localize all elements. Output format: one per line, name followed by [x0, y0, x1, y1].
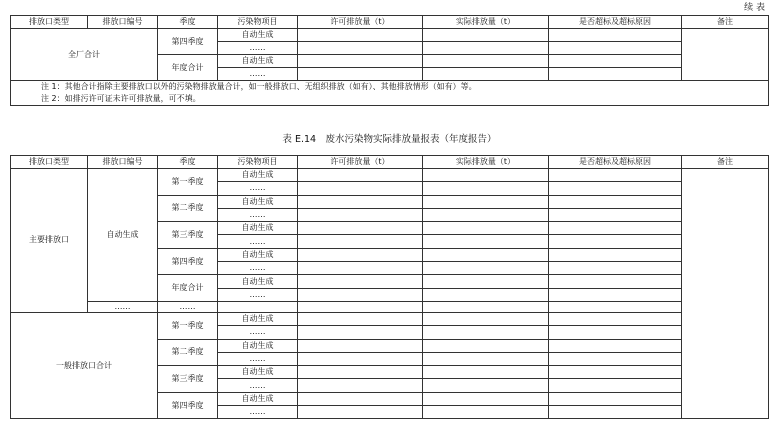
input-cell[interactable]: [549, 169, 682, 182]
input-cell[interactable]: [298, 55, 423, 68]
pollutant-cell: ……: [218, 288, 298, 301]
col-header: 许可排放量（t）: [298, 156, 423, 169]
input-cell[interactable]: [549, 195, 682, 208]
input-cell[interactable]: [298, 301, 423, 312]
input-cell[interactable]: [549, 222, 682, 235]
quarter-cell: 第三季度: [158, 366, 218, 393]
input-cell[interactable]: [423, 352, 549, 365]
input-cell[interactable]: [549, 352, 682, 365]
input-cell[interactable]: [298, 352, 423, 365]
input-cell[interactable]: [549, 406, 682, 419]
input-cell[interactable]: [423, 55, 549, 68]
input-cell[interactable]: [423, 235, 549, 248]
outlet-id-cell: ……: [88, 301, 158, 312]
quarter-cell: 第一季度: [158, 312, 218, 339]
col-header: 备注: [682, 16, 769, 29]
input-cell[interactable]: [298, 68, 423, 81]
col-header: 是否超标及超标原因: [549, 16, 682, 29]
col-header: 实际排放量（t）: [423, 16, 549, 29]
table-caption: 表 E.14 废水污染物实际排放量报表（年度报告）: [282, 134, 497, 145]
annual-report-table: [10, 155, 769, 419]
table-header-row: [11, 16, 769, 29]
col-header: 排放口类型: [11, 16, 88, 29]
col-header: 排放口类型: [11, 156, 88, 169]
pollutant-cell: ……: [218, 379, 298, 392]
col-header: 季度: [158, 16, 218, 29]
input-cell[interactable]: [549, 235, 682, 248]
input-cell[interactable]: [549, 301, 682, 312]
input-cell[interactable]: [549, 208, 682, 221]
input-cell[interactable]: [423, 366, 549, 379]
quarter-cell: 第二季度: [158, 339, 218, 366]
input-cell[interactable]: [549, 366, 682, 379]
input-cell[interactable]: [423, 195, 549, 208]
input-cell[interactable]: [298, 248, 423, 261]
input-cell[interactable]: [298, 392, 423, 405]
pollutant-cell: 自动生成: [218, 29, 298, 42]
pollutant-cell: 自动生成: [218, 222, 298, 235]
pollutant-cell: ……: [218, 208, 298, 221]
quarter-cell: 第三季度: [158, 222, 218, 249]
pollutant-cell: 自动生成: [218, 55, 298, 68]
notes: [11, 81, 769, 106]
total-label: 全厂合计: [11, 29, 158, 81]
table-header-row: [11, 156, 769, 169]
input-cell[interactable]: [298, 339, 423, 352]
input-cell[interactable]: [549, 42, 682, 55]
quarter-cell: 年度合计: [158, 275, 218, 302]
quarter-cell: 第一季度: [158, 169, 218, 196]
pollutant-cell: ……: [218, 262, 298, 275]
note-1: 注 1：其他合计指除主要排放口以外的污染物排放量合计，如一般排放口、无组织排放（如有）、其他排放情形（如有）等。: [41, 82, 477, 91]
input-cell[interactable]: [298, 169, 423, 182]
input-cell[interactable]: [549, 29, 682, 42]
general-total-label: 一般排放口合计: [11, 312, 158, 418]
input-cell[interactable]: [298, 195, 423, 208]
col-header: 实际排放量（t）: [423, 156, 549, 169]
input-cell[interactable]: [423, 288, 549, 301]
outlet-id-cell: 自动生成: [88, 169, 158, 302]
pollutant-cell: 自动生成: [218, 366, 298, 379]
input-cell[interactable]: [423, 182, 549, 195]
quarter-cell: ……: [158, 301, 218, 312]
input-cell[interactable]: [423, 262, 549, 275]
input-cell[interactable]: [549, 379, 682, 392]
quarter-cell: 第四季度: [158, 29, 218, 55]
input-cell[interactable]: [298, 208, 423, 221]
input-cell[interactable]: [423, 169, 549, 182]
input-cell[interactable]: [298, 222, 423, 235]
pollutant-cell: 自动生成: [218, 275, 298, 288]
pollutant-cell: ……: [218, 68, 298, 81]
input-cell[interactable]: [298, 262, 423, 275]
input-cell[interactable]: [423, 312, 549, 325]
input-cell[interactable]: [423, 29, 549, 42]
input-cell[interactable]: [298, 235, 423, 248]
input-cell[interactable]: [298, 326, 423, 339]
input-cell[interactable]: [298, 182, 423, 195]
input-cell[interactable]: [423, 392, 549, 405]
input-cell[interactable]: [423, 68, 549, 81]
input-cell[interactable]: [549, 262, 682, 275]
continued-label: 续 表: [744, 3, 765, 13]
pollutant-cell: ……: [218, 235, 298, 248]
input-cell[interactable]: [423, 326, 549, 339]
input-cell[interactable]: [423, 406, 549, 419]
input-cell[interactable]: [423, 301, 549, 312]
input-cell[interactable]: [423, 275, 549, 288]
pollutant-cell: 自动生成: [218, 195, 298, 208]
pollutant-cell: 自动生成: [218, 392, 298, 405]
input-cell[interactable]: [549, 288, 682, 301]
col-header: 排放口编号: [88, 156, 158, 169]
input-cell[interactable]: [423, 248, 549, 261]
col-header: 季度: [158, 156, 218, 169]
input-cell[interactable]: [298, 406, 423, 419]
pollutant-cell: ……: [218, 182, 298, 195]
col-header: 许可排放量（t）: [298, 16, 423, 29]
pollutant-cell: 自动生成: [218, 248, 298, 261]
input-cell[interactable]: [298, 288, 423, 301]
quarter-cell: 第四季度: [158, 248, 218, 275]
input-cell[interactable]: [298, 379, 423, 392]
pollutant-cell: ……: [218, 326, 298, 339]
input-cell[interactable]: [423, 42, 549, 55]
pollutant-cell: 自动生成: [218, 169, 298, 182]
input-cell[interactable]: [549, 339, 682, 352]
pollutant-cell: 自动生成: [218, 312, 298, 325]
input-cell[interactable]: [549, 68, 682, 81]
continued-table: [10, 15, 769, 106]
note-2: 注 2：如排污许可证未许可排放量，可不填。: [41, 94, 201, 103]
pollutant-cell: [218, 301, 298, 312]
input-cell[interactable]: [549, 55, 682, 68]
quarter-cell: 第四季度: [158, 392, 218, 419]
outlet-type-cell: 主要排放口: [11, 169, 88, 313]
pollutant-cell: ……: [218, 352, 298, 365]
input-cell[interactable]: [549, 182, 682, 195]
quarter-cell: 年度合计: [158, 55, 218, 81]
col-header: 污染物项目: [218, 156, 298, 169]
input-cell[interactable]: [423, 339, 549, 352]
input-cell[interactable]: [298, 312, 423, 325]
col-header: 排放口编号: [88, 16, 158, 29]
remarks-cell[interactable]: [682, 169, 769, 419]
input-cell[interactable]: [549, 248, 682, 261]
input-cell[interactable]: [423, 379, 549, 392]
col-header: 是否超标及超标原因: [549, 156, 682, 169]
pollutant-cell: ……: [218, 406, 298, 419]
col-header: 备注: [682, 156, 769, 169]
input-cell[interactable]: [549, 275, 682, 288]
input-cell[interactable]: [423, 222, 549, 235]
input-cell[interactable]: [423, 208, 549, 221]
pollutant-cell: ……: [218, 42, 298, 55]
col-header: 污染物项目: [218, 16, 298, 29]
input-cell[interactable]: [549, 392, 682, 405]
input-cell[interactable]: [549, 326, 682, 339]
input-cell[interactable]: [549, 312, 682, 325]
remarks-cell[interactable]: [682, 29, 769, 81]
pollutant-cell: 自动生成: [218, 339, 298, 352]
quarter-cell: 第二季度: [158, 195, 218, 222]
input-cell[interactable]: [298, 42, 423, 55]
input-cell[interactable]: [298, 29, 423, 42]
input-cell[interactable]: [298, 366, 423, 379]
input-cell[interactable]: [298, 275, 423, 288]
